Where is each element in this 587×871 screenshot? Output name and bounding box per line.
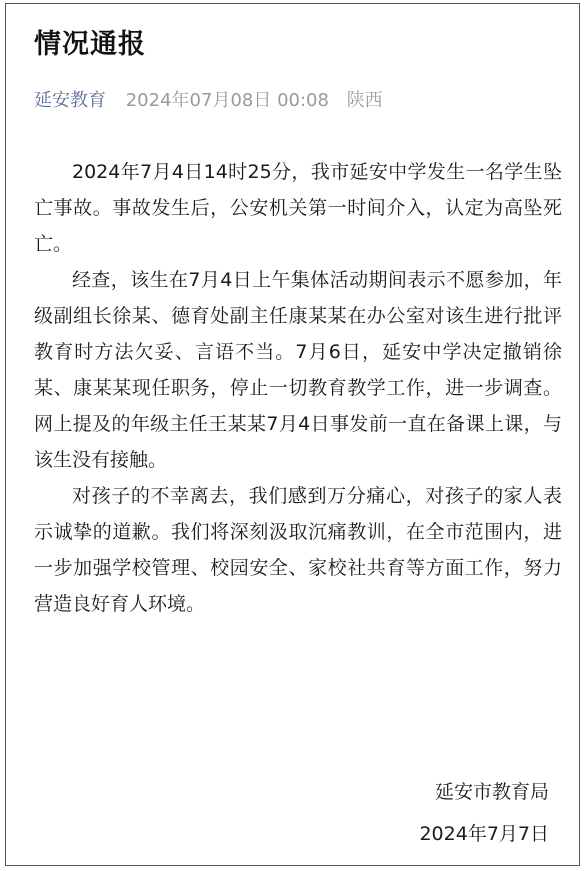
paragraph: 经查，该生在7月4日上午集体活动期间表示不愿参加，年级副组长徐某、德育处副主任康某某在办公室对该生进行批评教育时方法欠妥、言语不当。7月6日，延安中学决定撤销徐某、康某某现任职务，停止一切教育教学工作，进一步调查。网上提及的年级主任王某某7月4日事发前一直在备课上课，与该生没有接触。 <box>34 269 562 471</box>
paragraph: 对孩子的不幸离去，我们感到万分痛心，对孩子的家人表示诚挚的道歉。我们将深刻汲取沉痛教训，在全市范围内，进一步加强学校管理、校园安全、家校社共育等方面工作，努力营造良好育人环境。 <box>34 485 562 615</box>
signature-date: 2024年7月7日 <box>419 823 549 845</box>
article-meta <box>34 86 383 112</box>
article-body <box>34 154 562 622</box>
paragraph: 2024年7月4日14时25分，我市延安中学发生一名学生坠亡事故。事故发生后，公安机关第一时间介入，认定为高坠死亡。 <box>34 161 562 255</box>
publish-datetime: 2024年07月08日 00:08 <box>125 90 329 111</box>
signature-block <box>419 774 549 858</box>
signature-organization: 延安市教育局 <box>434 781 549 803</box>
article-frame <box>5 3 580 866</box>
article-title: 情况通报 <box>34 29 146 60</box>
source-account-link[interactable]: 延安教育 <box>34 90 106 111</box>
publish-location: 陕西 <box>346 90 383 111</box>
